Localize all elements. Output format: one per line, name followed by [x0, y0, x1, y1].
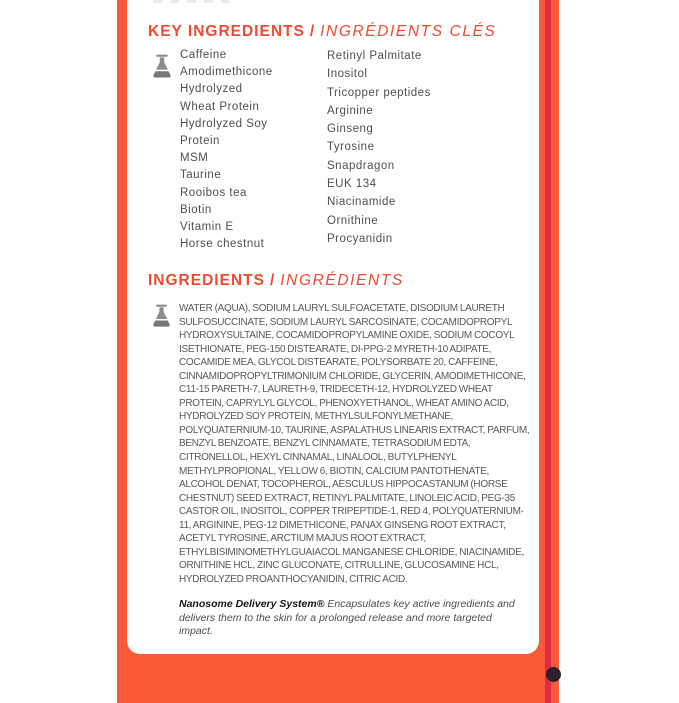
nanosome-note-lead: Nanosome Delivery System® [179, 598, 325, 610]
ingredient-line: Hydrolyzed [180, 83, 243, 96]
nanosome-note [179, 598, 527, 639]
ingredient-line: MSM [180, 152, 209, 165]
ingredient-line: Tyrosine [327, 141, 375, 154]
ingredient-line: Procyanidin [327, 232, 393, 245]
ingredients-heading [148, 271, 404, 291]
ingredient-line: Ginseng [327, 123, 374, 136]
ingredient-line: Ornithine [327, 214, 379, 227]
ingredient-line: Taurine [180, 169, 222, 182]
ingredient-line: Inositol [327, 68, 368, 81]
ingredient-line: EUK 134 [327, 178, 377, 191]
cropped-text-remnant [153, 0, 273, 5]
ingredient-line: Protein [180, 135, 220, 148]
ingredient-line: Snapdragon [327, 159, 395, 172]
full-ingredient-list: WATER (AQUA), SODIUM LAURYL SULFOACETATE, DISODIUM LAURETH SULFOSUCCINATE, SODIUM LAURYL SARCOSINATE, COCAMIDOPROPYL HYDROXYSULTAINE, COCAMIDOPROPYLAMINE OXIDE, SODIUM COCOYL ISETHIONATE, PEG-150 DISTEARATE, DI-PPG-2 MYRETH-10 ADIPATE, COCAMIDE MEA, GLYCOL DISTEARATE, POLYSORBATE 20, CAFFEINE, CINNAMIDOPROPYLTRIMONIUM CHLORIDE, GLYCERIN, AMODIMETHICONE, C11-15 PARETH-7, LAURETH-9, TRIDECETH-12, HYDROLYZED WHEAT PROTEIN, CAPRYLYL GLYCOL, PHENOXYETHANOL, WHEAT AMINO ACID, HYDROLYZED SOY PROTEIN, METHYLSULFONYLMETHANE, POLYQUATERNIUM-10, TAURINE, ASPALATHUS LINEARIS EXTRACT, PARFUM, BENZYL BENZOATE, BENZYL CINNAMATE, TETRASODIUM EDTA, CITRONELLOL, HEXYL CINNAMAL, LINALOOL, BUTYLPHENYL METHYLPROPIONAL, YELLOW 6, BIOTIN, CALCIUM PANTOTHENATE, ALCOHOL DENAT, TOCOPHEROL, AESCULUS HIPPOCASTANUM (HORSE CHESTNUT) SEED EXTRACT, RETINYL PALMITATE, LINOLEIC ACID, PEG-35 CASTOR OIL, INOSITOL, COPPER TRIPEPTIDE-1, RED 4, POLYQUATERNIUM-11, ARGININE, PEG-12 DIMETHICONE, PANAX GINSENG ROOT EXTRACT, ACETYL TYROSINE, ARCTIUM MAJUS ROOT EXTRACT, ETHYLBISIMINOMETHYLGUAIACOL MANGANESE CHLORIDE, NIACINAMIDE, ORNITHINE HCL, ZINC GLUCONATE, CITRULLINE, GLUCOSAMINE HCL, HYDROLYZED PROANTHOCYANIDIN, CITRIC ACID. [179, 303, 530, 585]
label-fold-line [545, 0, 551, 703]
nanosome-note-text: Encapsulates key active ingredients and delivers them to the skin for a prolonged release and more targeted impact. [179, 598, 515, 637]
ingredient-line: Tricopper peptides [327, 86, 431, 99]
ingredient-line: Biotin [180, 203, 212, 216]
ingredient-line: Retinyl Palmitate [327, 50, 422, 62]
heading-separator: / [269, 272, 276, 289]
ingredient-line: Rooibos tea [180, 186, 247, 199]
ingredient-line: Arginine [327, 104, 374, 117]
key-ingredients-right-column [327, 47, 532, 248]
ingredient-line: Niacinamide [327, 196, 396, 209]
ingredient-line: Vitamin E [180, 221, 234, 234]
flask-icon [151, 54, 173, 85]
ingredients-heading-fr: INGRÉDIENTS [280, 272, 404, 289]
ingredient-line: Hydrolyzed Soy [180, 117, 268, 130]
ingredient-line: Horse chestnut [180, 238, 265, 251]
ingredient-line: Amodimethicone [180, 66, 273, 79]
dark-corner-mark [546, 667, 561, 682]
key-ingredients-left-column [180, 47, 325, 253]
ingredient-line: Caffeine [180, 49, 227, 61]
ingredients-heading-en: INGREDIENTS [148, 272, 265, 289]
key-ingredients-heading-fr: INGRÉDIENTS CLÉS [320, 23, 497, 40]
heading-separator: / [309, 23, 316, 40]
key-ingredients-heading [148, 22, 496, 42]
flask-icon [151, 304, 172, 334]
ingredient-line: Wheat Protein [180, 100, 260, 113]
key-ingredients-heading-en: KEY INGREDIENTS [148, 23, 305, 40]
